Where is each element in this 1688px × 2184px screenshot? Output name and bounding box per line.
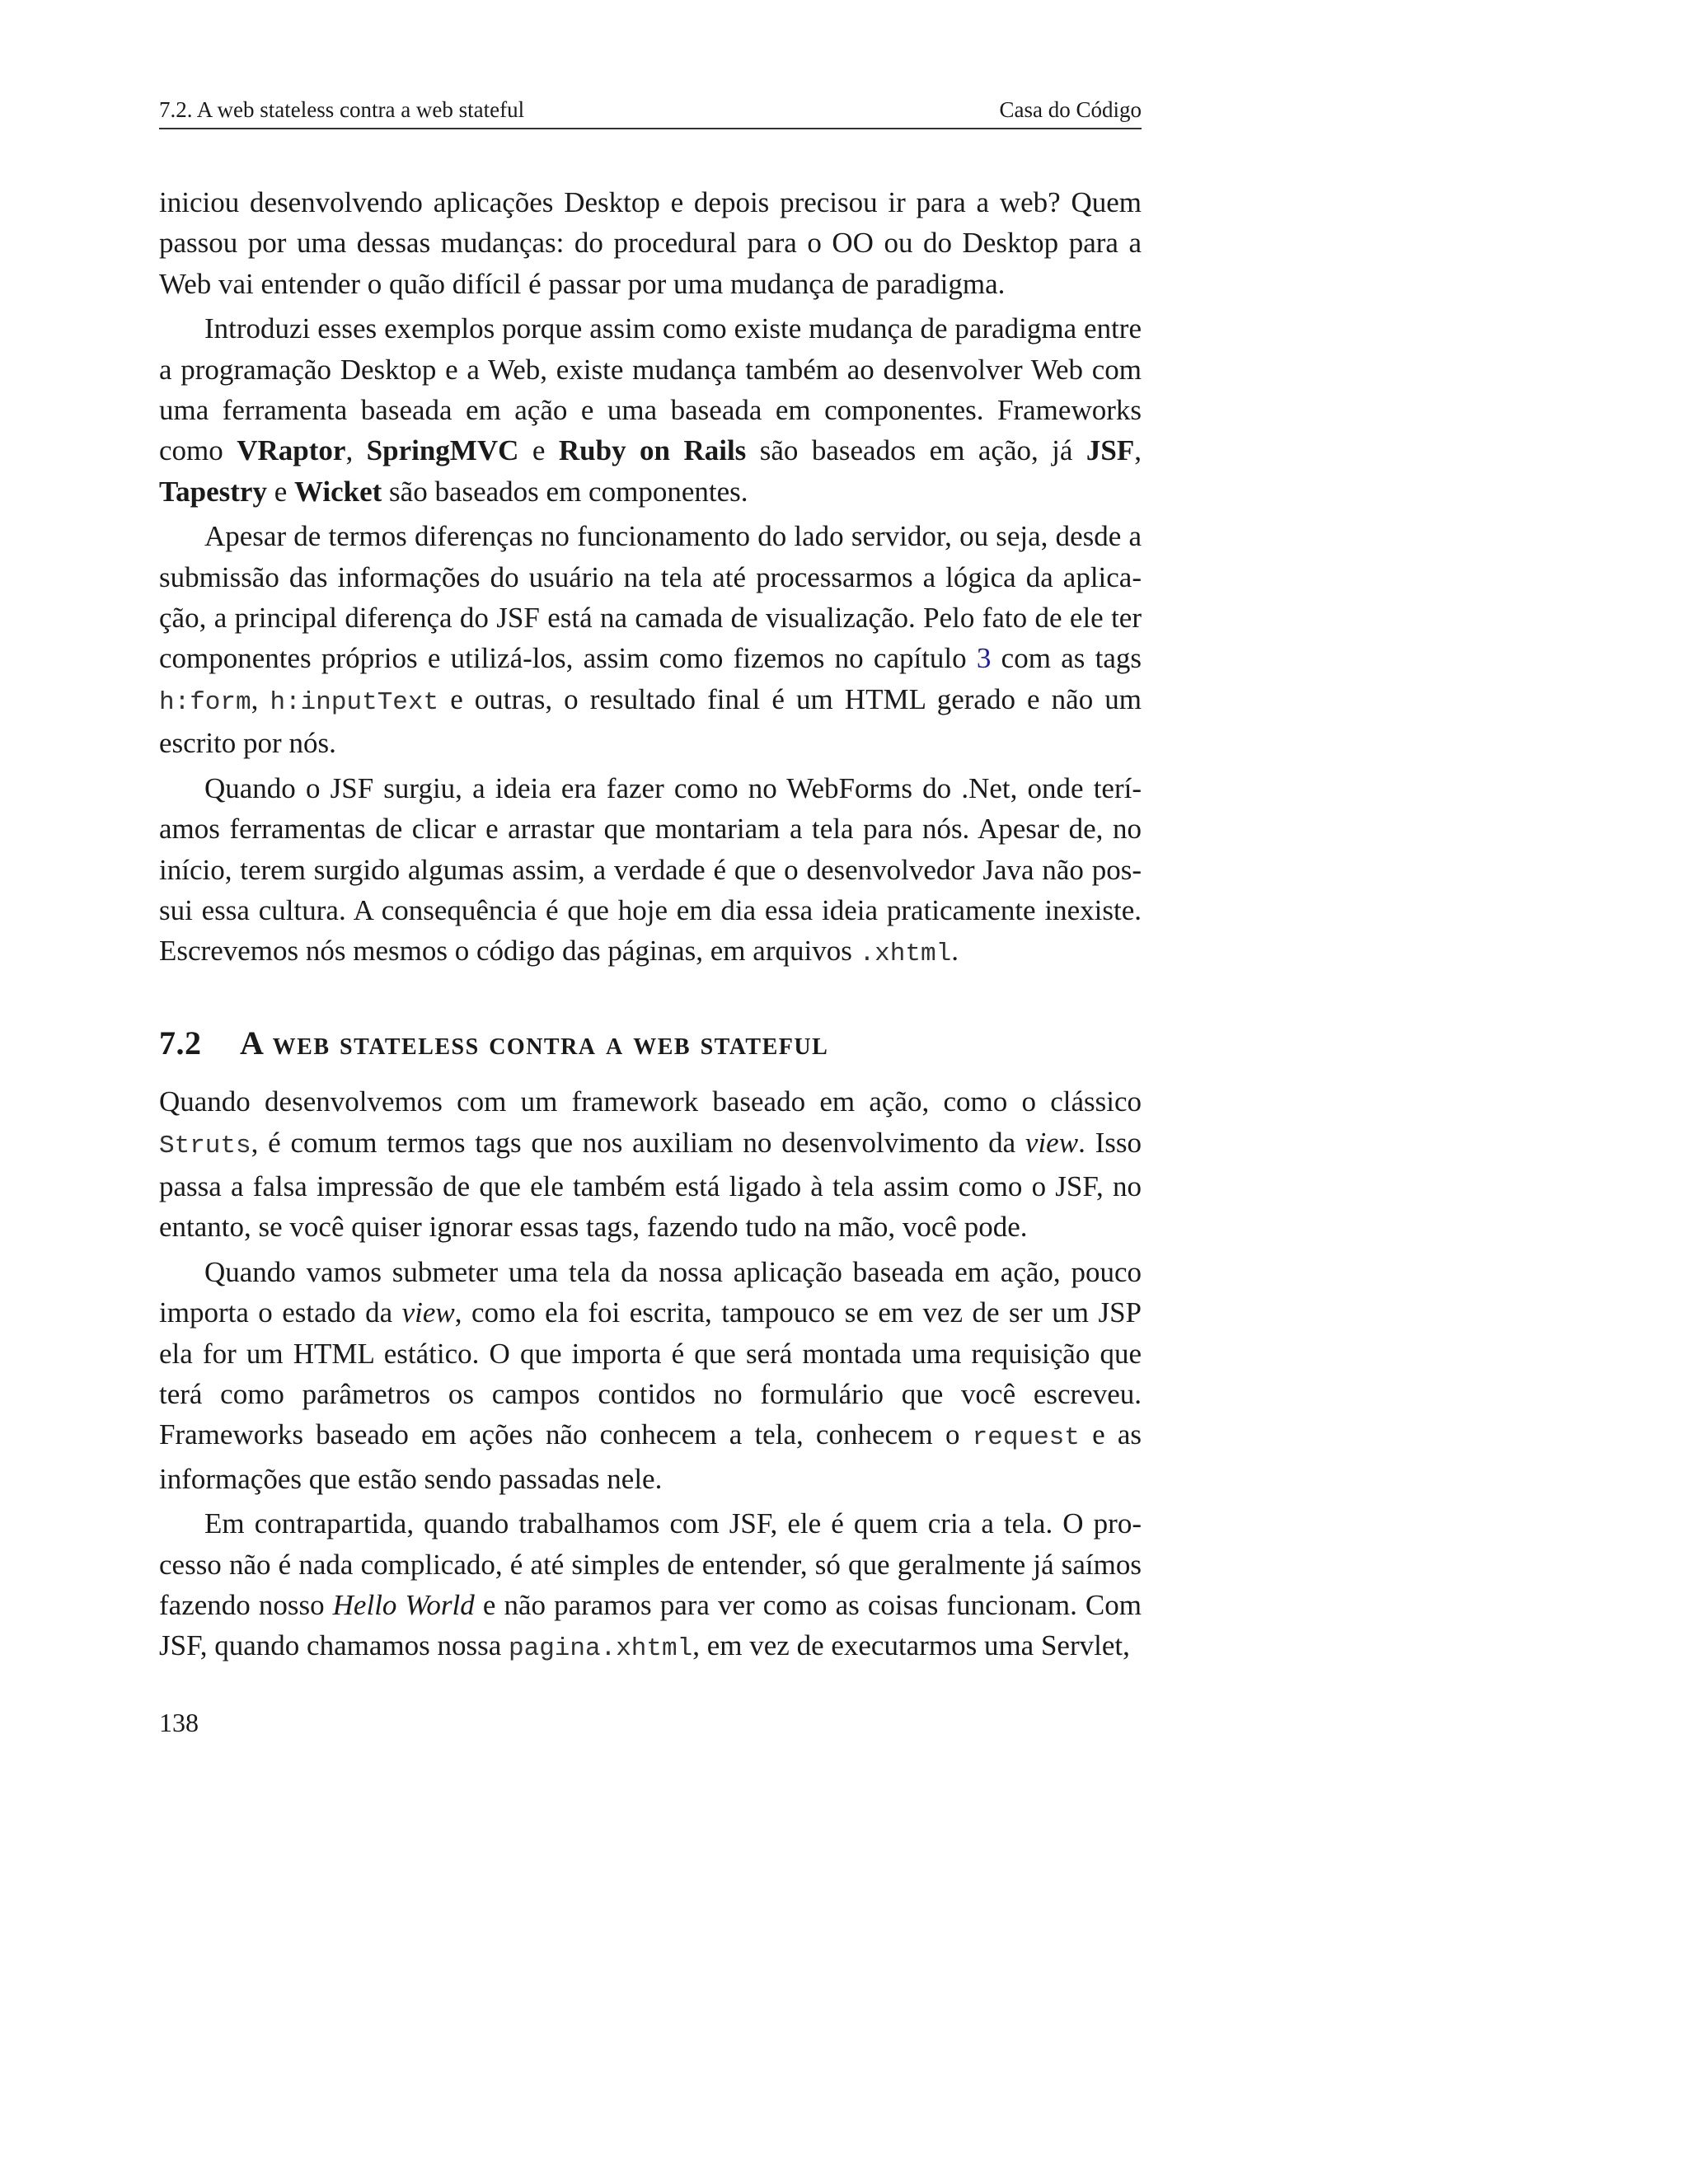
running-header <box>159 97 1142 129</box>
emphasis-view: view <box>401 1296 455 1329</box>
paragraph-1-text: iniciou desenvolvendo aplicações Desktop e depois precisou ir para a web? Quem passou por uma dessas mudanças: do procedural para o OO ou do Desktop para a Web vai entender o quão difícil é passar por uma mudança de paradigma. <box>159 186 1142 300</box>
paragraph-2: Introduzi esses exemplos porque assim como existe mudança de paradigma entre a programação Desktop e a Web, existe mudança também ao desenvolver Web com uma ferramenta baseada em ação e uma baseada em componentes. Frameworks como VRaptor, SpringMVC e Ruby on Rails são baseados em ação, já JSF, Tapestry e Wicket são baseados em componentes. <box>159 312 1142 508</box>
code-xhtml: .xhtml <box>859 940 952 969</box>
paragraph-5: Quando desenvolvemos com um framework baseado em ação, como o clássico Struts, é comum termos tags que nos auxiliam no desenvolvimento da view. Isso passa a falsa impressão de que ele também está ligado à tela assim como o JSF, no entanto, se você quiser ignorar essas tags, fazendo tudo na mão, você pode. <box>159 1085 1142 1244</box>
running-header-section: 7.2. A web stateless contra a web stateful <box>159 97 525 122</box>
paragraph-3: Apesar de termos diferenças no funcionamento do lado servidor, ou seja, desde a submissão das informações do usuário na tela até processarmos a lógica da aplicação, a principal diferença do JSF está na camada de visualização. Pelo fato de ele ter componentes próprios e utilizá-los, assim como fizemos no capítulo 3 com as tags h:form, h:inputText e outras, o resultado final é um HTML gerado e não um escrito por nós. <box>159 520 1142 760</box>
section-heading <box>159 1023 1142 1063</box>
code-pagina-xhtml: pagina.xhtml <box>508 1634 693 1664</box>
section-number: 7.2 <box>159 1024 202 1062</box>
framework-ruby-on-rails: Ruby on Rails <box>558 434 747 467</box>
code-struts: Struts <box>159 1131 251 1160</box>
code-h-inputtext: h:inputText <box>270 687 439 717</box>
code-request: request <box>972 1423 1080 1453</box>
paragraph-6: Quando vamos submeter uma tela da nossa aplicação baseada em ação, pouco importa o estado da view, como ela foi escrita, tampouco se em vez de ser um JSP ela for um HTML estático. O que importa é que será montada uma requisição que terá como parâmetros os campos contidos no formulário que você escreveu. Frameworks baseado em ações não conhecem a tela, conhecem o request e as informações que estão sendo passadas nele. <box>159 1255 1142 1495</box>
paragraph-7: Em contrapartida, quando trabalhamos com JSF, ele é quem cria a tela. O processo não é nada complicado, é até simples de entender, só que geralmente já saímos fazendo nosso Hello World e não paramos para ver como as coisas funcionam. Com JSF, quando chamamos nossa pagina.xhtml, em vez de executarmos uma Servlet, <box>159 1507 1142 1664</box>
book-page <box>159 97 1142 1674</box>
framework-tapestry: Tapestry <box>159 475 267 508</box>
body-text <box>159 182 1142 1670</box>
framework-jsf: JSF <box>1085 434 1135 467</box>
framework-springmvc: SpringMVC <box>366 434 519 467</box>
page-number: 138 <box>159 1708 199 1737</box>
emphasis-view: view <box>1025 1126 1079 1159</box>
running-header-publisher: Casa do Código <box>999 97 1142 122</box>
section-title: A web stateless contra a web stateful <box>240 1024 829 1062</box>
paragraph-4: Quando o JSF surgiu, a ideia era fazer como no WebForms do .Net, onde teríamos ferramentas de clicar e arrastar que montariam a tela para nós. Apesar de, no início, terem surgido algumas assim, a verdade é que o desenvolvedor Java não possui essa cultura. A consequência é que hoje em dia essa ideia praticamente inexiste. Escrevemos nós mesmos o código das páginas, em arquivos .xhtml. <box>159 771 1142 969</box>
chapter-reference-link[interactable]: 3 <box>976 642 992 675</box>
emphasis-hello-world: Hello World <box>332 1589 475 1621</box>
framework-wicket: Wicket <box>294 475 382 508</box>
paragraph-1 <box>159 182 1142 304</box>
framework-vraptor: VRaptor <box>237 434 346 467</box>
code-h-form: h:form <box>159 687 251 717</box>
